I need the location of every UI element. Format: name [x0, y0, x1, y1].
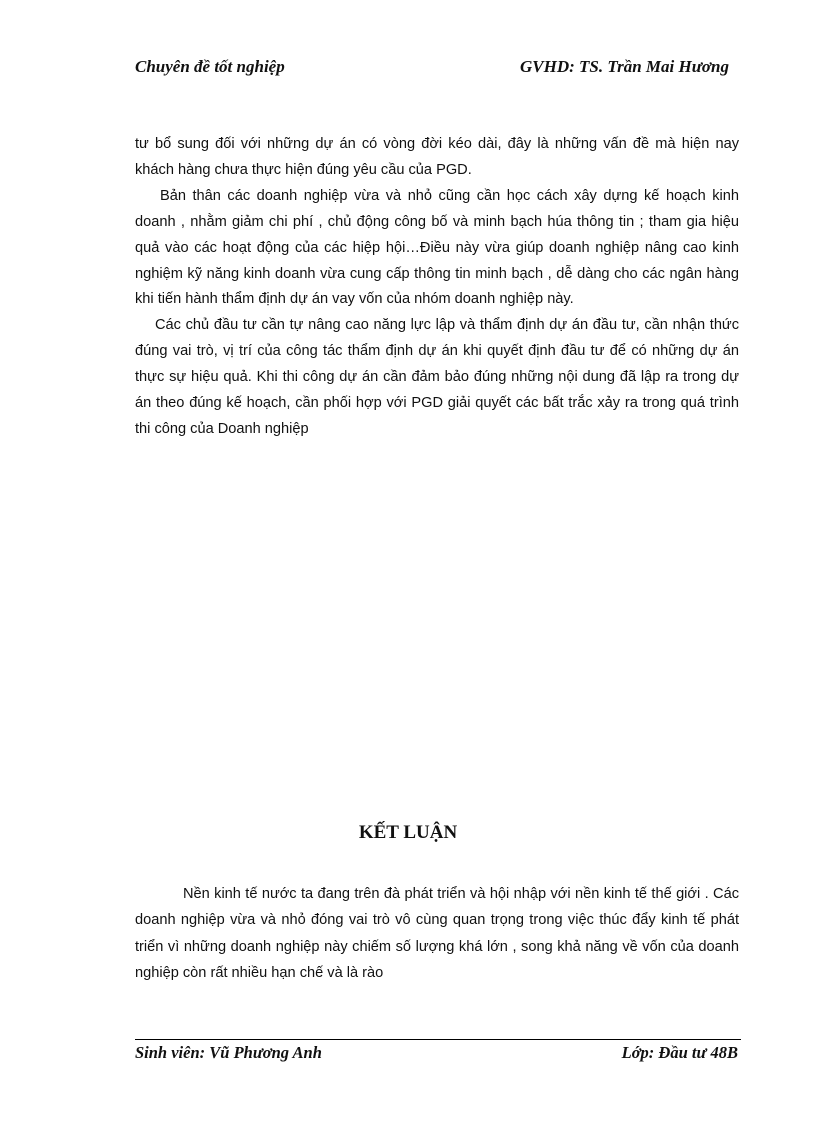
header-document-title: Chuyên đề tốt nghiệp [135, 57, 285, 76]
body-text [135, 132, 739, 443]
body-paragraph: tư bổ sung đối với những dự án có vòng đời kéo dài, đây là những vấn đề mà hiện nay khách hàng chưa thực hiện đúng yêu cầu của PGD. [135, 136, 739, 178]
body-paragraph: Bản thân các doanh nghiệp vừa và nhỏ cũng cần học cách xây dựng kế hoạch kinh doanh , nhằm giảm chi phí , chủ động công bố và minh bạch húa thông tin ; tham gia hiệu quả vào các hoạt động của các hiệp hội…Điều này vừa giúp doanh nghiệp nâng cao kinh nghiệm kỹ năng kinh doanh vừa cung cấp thông tin minh bạch , dễ dàng cho các ngân hàng khi tiến hành thẩm định dự án vay vốn của nhóm doanh nghiệp này. [135, 187, 739, 308]
page-footer [135, 1043, 738, 1065]
page-header [135, 57, 729, 79]
footer-student: Sinh viên: Vũ Phương Anh [135, 1043, 322, 1062]
conclusion-heading: KẾT LUẬN [358, 822, 458, 843]
conclusion-paragraph: Nền kinh tế nước ta đang trên đà phát triển và hội nhập với nền kinh tế thế giới . Các doanh nghiệp vừa và nhỏ đóng vai trò vô cùng quan trọng trong việc thúc đẩy kinh tế phát triển vì những doanh nghiệp này chiếm số lượng khá lớn , song khả năng về vốn của doanh nghiệp còn rất nhiều hạn chế và là rào [135, 886, 739, 982]
conclusion-text [135, 881, 739, 987]
header-advisor: GVHD: TS. Trần Mai Hương [519, 57, 729, 76]
footer-divider [135, 1039, 741, 1040]
body-paragraph: Các chủ đầu tư cần tự nâng cao năng lực lập và thẩm định dự án đầu tư, cần nhận thức đúng vai trò, vị trí của công tác thẩm định dự án khi quyết định đầu tư để có những dự án thực sự hiệu quả. Khi thi công dự án cần đảm bảo đúng những nội dung đã lập ra trong dự án theo đúng kế hoạch, cần phối hợp với PGD giải quyết các bất trắc xảy ra trong quá trình thi công của Doanh nghiệp [135, 317, 739, 437]
footer-class: Lớp: Đầu tư 48B [621, 1043, 738, 1062]
